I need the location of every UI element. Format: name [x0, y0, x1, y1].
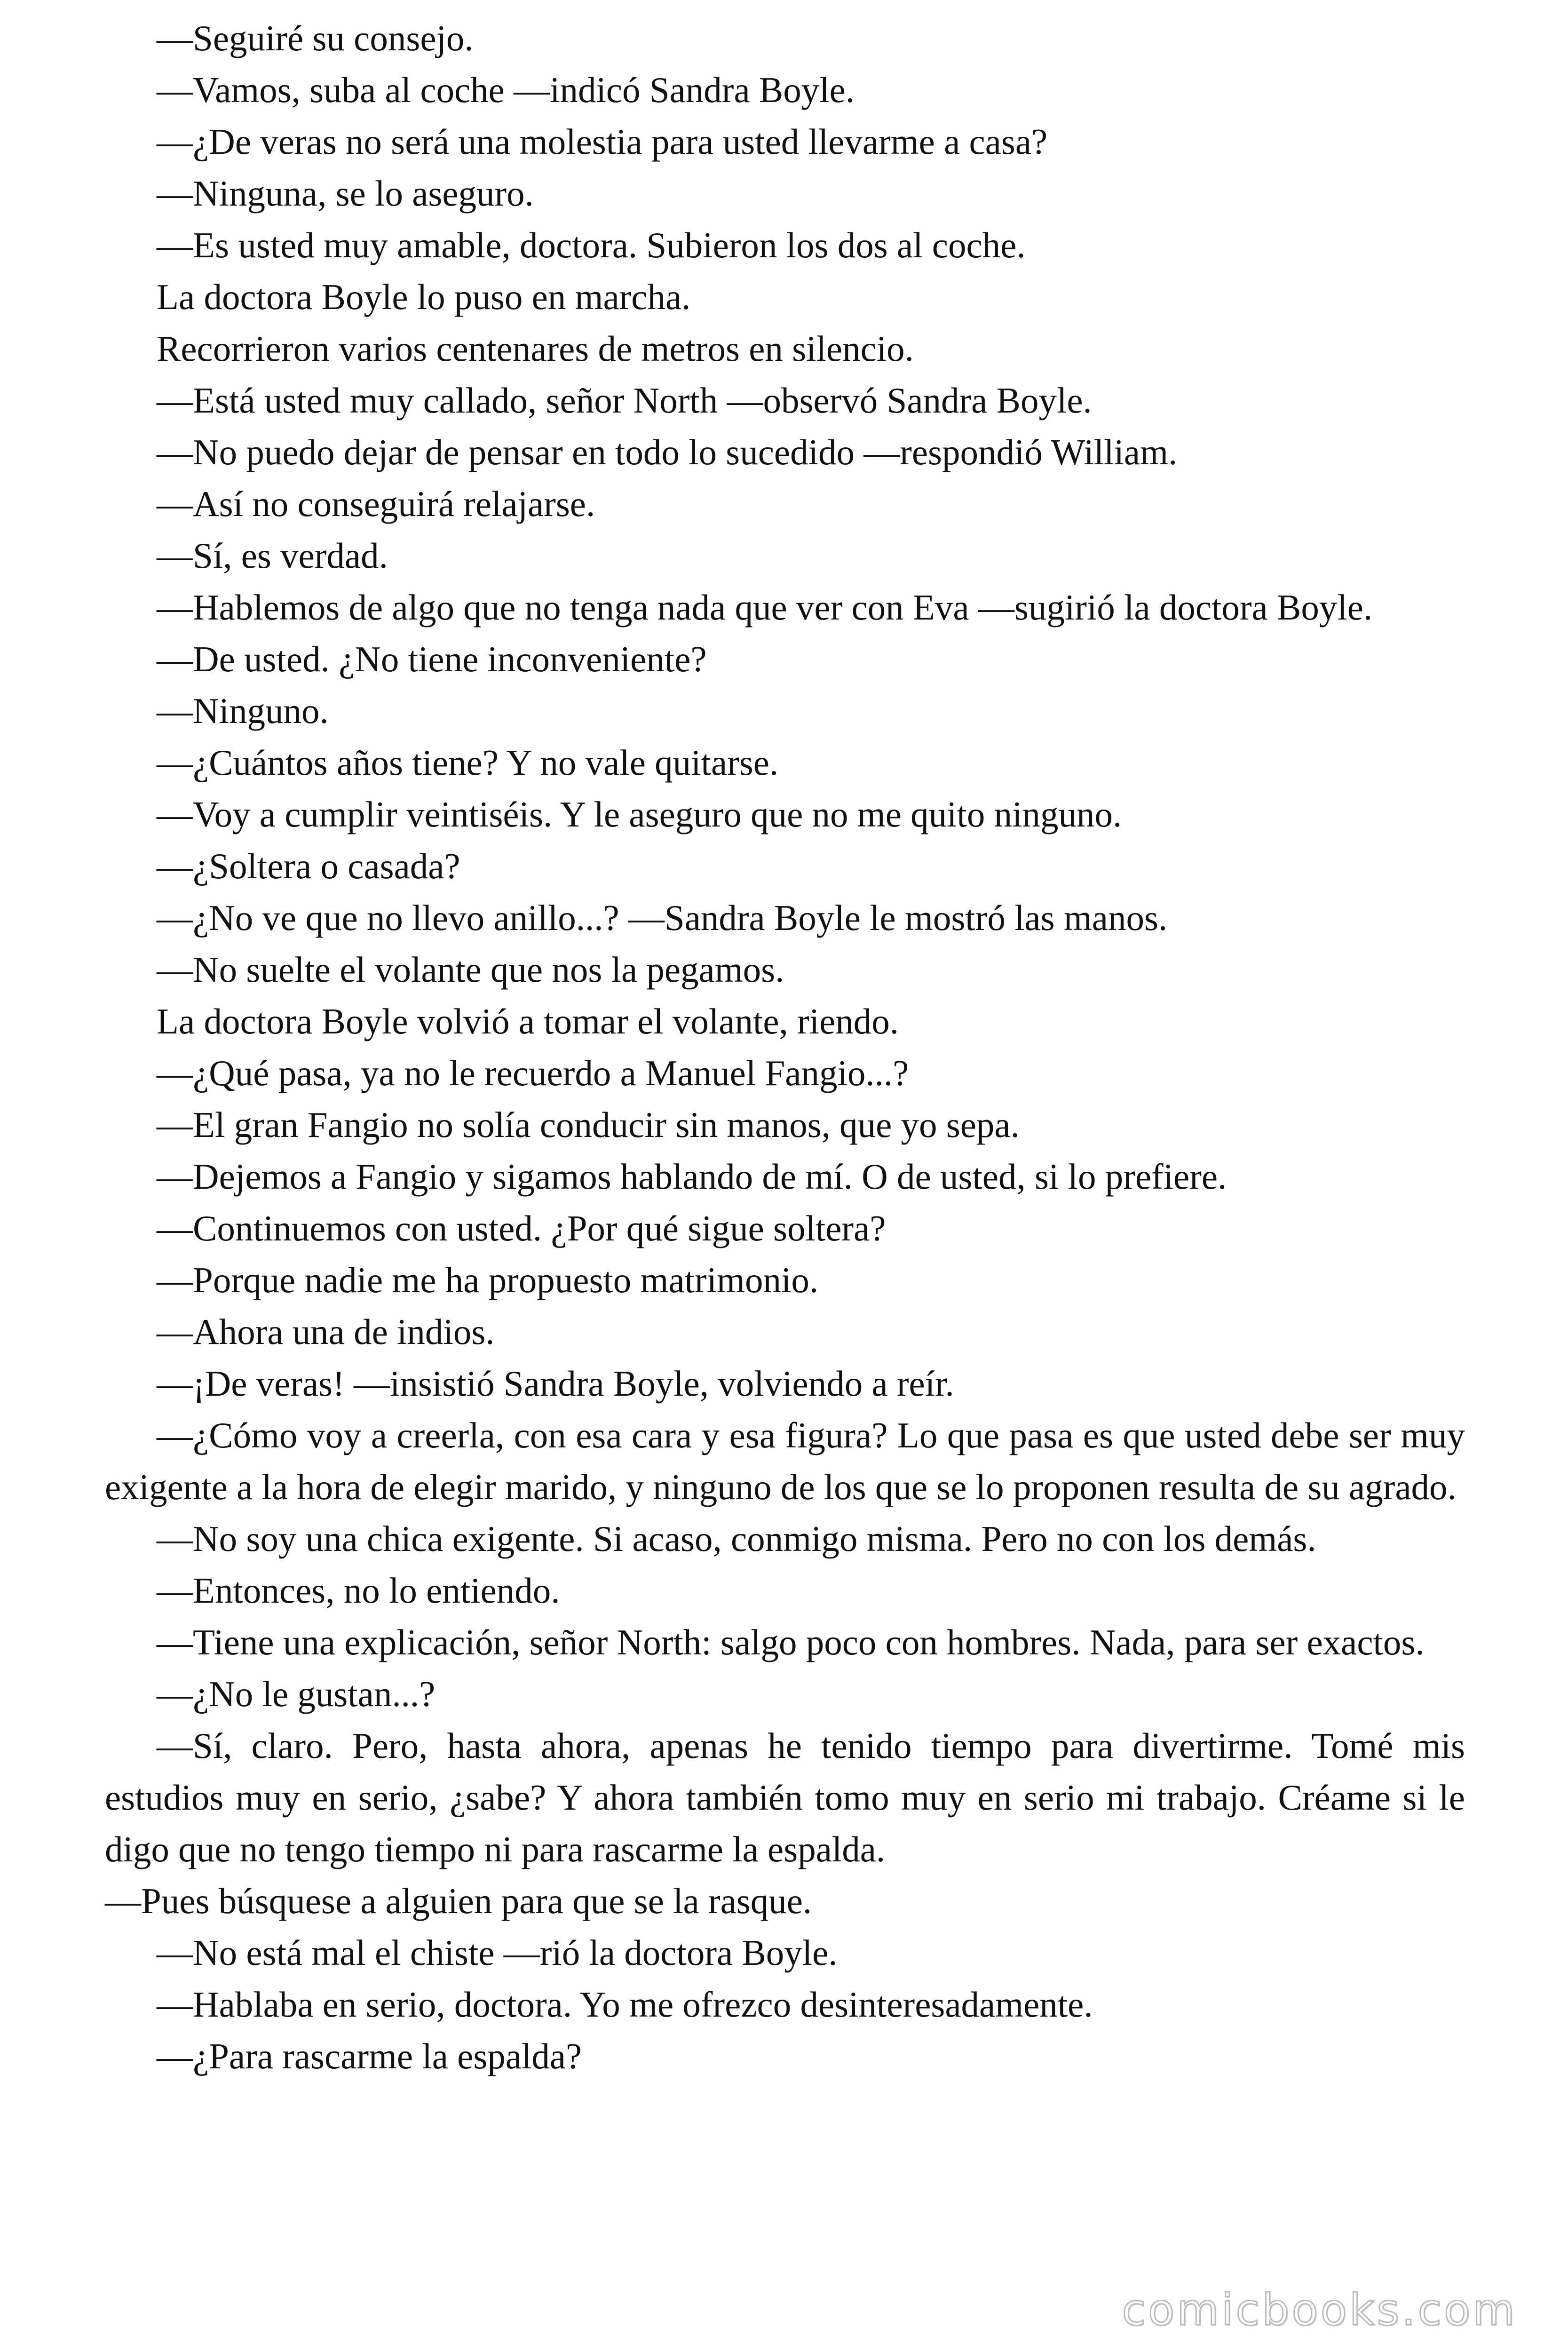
- paragraph: —Ninguno.: [157, 691, 329, 731]
- paragraph: —Ninguna, se lo aseguro.: [157, 173, 534, 214]
- paragraph: La doctora Boyle lo puso en marcha.: [157, 277, 691, 317]
- paragraph: —¿Para rascarme la espalda?: [157, 2036, 582, 2076]
- paragraph: —Continuemos con usted. ¿Por qué sigue soltera?: [157, 1208, 886, 1248]
- paragraph: —Tiene una explicación, señor North: salgo poco con hombres. Nada, para ser exactos.: [157, 1622, 1425, 1662]
- paragraph: —¿Soltera o casada?: [157, 846, 460, 886]
- paragraph: —¡De veras! —insistió Sandra Boyle, volviendo a reír.: [157, 1363, 954, 1404]
- paragraph: —Sí, es verdad.: [157, 535, 388, 576]
- paragraph: —No está mal el chiste —rió la doctora Boyle.: [157, 1932, 838, 1973]
- paragraph: —¿No ve que no llevo anillo...? —Sandra Boyle le mostró las manos.: [157, 898, 1168, 938]
- paragraph: —Es usted muy amable, doctora. Subieron los dos al coche.: [157, 225, 1026, 265]
- paragraph: —Así no conseguirá relajarse.: [157, 484, 595, 524]
- paragraph: —De usted. ¿No tiene inconveniente?: [157, 639, 707, 679]
- paragraph: —Ahora una de indios.: [157, 1311, 495, 1352]
- paragraph: —Vamos, suba al coche —indicó Sandra Boyle.: [157, 70, 855, 110]
- paragraph: La doctora Boyle volvió a tomar el volante, riendo.: [157, 1001, 899, 1041]
- paragraph: —¿No le gustan...?: [157, 1674, 436, 1714]
- paragraph: —No puedo dejar de pensar en todo lo sucedido —respondió William.: [157, 432, 1178, 472]
- paragraph: —Hablemos de algo que no tenga nada que ver con Eva —sugirió la doctora Boyle.: [157, 587, 1373, 628]
- paragraph: —¿Qué pasa, ya no le recuerdo a Manuel Fangio...?: [157, 1053, 909, 1093]
- paragraph: —¿De veras no será una molestia para usted llevarme a casa?: [157, 121, 1048, 162]
- paragraph: Recorrieron varios centenares de metros en silencio.: [157, 328, 914, 369]
- paragraph: —Hablaba en serio, doctora. Yo me ofrezco desinteresadamente.: [157, 1984, 1093, 2025]
- body-text: [105, 12, 1465, 2082]
- paragraph: —Dejemos a Fangio y sigamos hablando de mí. O de usted, si lo prefiere.: [157, 1156, 1227, 1197]
- paragraph: —Voy a cumplir veintiséis. Y le aseguro que no me quito ninguno.: [157, 794, 1122, 834]
- paragraph: —Pues búsquese a alguien para que se la rasque.: [105, 1881, 812, 1921]
- paragraph: —Seguiré su consejo.: [157, 18, 474, 58]
- paragraph: —¿Cuántos años tiene? Y no vale quitarse.: [157, 742, 779, 783]
- paragraph: —No suelte el volante que nos la pegamos.: [157, 949, 784, 990]
- paragraph: —Está usted muy callado, señor North —observó Sandra Boyle.: [157, 380, 1092, 421]
- paragraph: —Entonces, no lo entiendo.: [157, 1570, 560, 1611]
- paragraph: —Porque nadie me ha propuesto matrimonio.: [157, 1260, 819, 1300]
- paragraph: —El gran Fangio no solía conducir sin manos, que yo sepa.: [157, 1104, 1020, 1145]
- paragraph: —No soy una chica exigente. Si acaso, conmigo misma. Pero no con los demás.: [157, 1518, 1316, 1559]
- paragraph: —¿Cómo voy a creerla, con esa cara y esa figura? Lo que pasa es que usted debe ser muy exigente a la hora de elegir marido, y ninguno de los que se lo proponen resulta de su agrado.: [105, 1415, 1465, 1507]
- paragraph: —Sí, claro. Pero, hasta ahora, apenas he tenido tiempo para divertirme. Tomé mis estudios muy en serio, ¿sabe? Y ahora también tomo muy en serio mi trabajo. Créame si le digo que no tengo tiempo ni para rascarme la espalda.: [105, 1725, 1465, 1869]
- watermark: comicbooks.com: [1122, 2285, 1517, 2335]
